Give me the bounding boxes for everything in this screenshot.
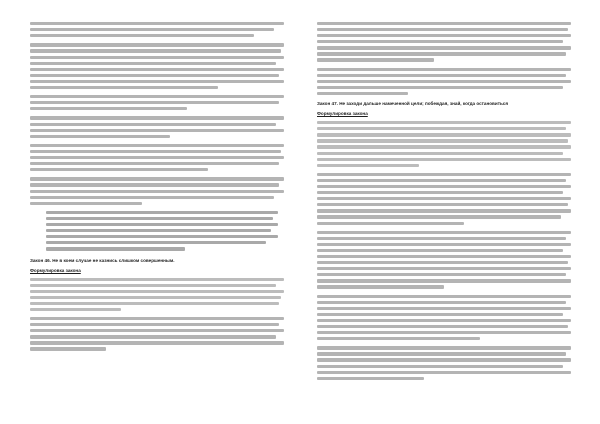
right-column [317,22,571,386]
law-46-formula-label: Формулировка закона [30,267,81,273]
paragraph [30,144,284,172]
paragraph [317,68,571,96]
paragraph [317,346,571,380]
law-46-heading: Закон 46. Не в коем случае не казнись слишком совершенным. [30,257,175,263]
italic-paragraph [30,278,284,312]
paragraph [317,22,571,62]
left-column [30,22,284,357]
paragraph [30,43,284,89]
law-47-heading: Закон 47. Не заходи дальше намеченной цели; побеждая, знай, когда остановиться [317,101,508,107]
law-47-formula-label: Формулировка закона [317,111,368,117]
paragraph [30,116,284,137]
quotation [30,211,284,251]
paragraph [30,177,284,205]
paragraph [317,231,571,289]
paragraph [30,317,284,351]
paragraph [317,295,571,341]
paragraph [30,22,284,37]
italic-paragraph [317,121,571,167]
paragraph [317,173,571,225]
paragraph [30,95,284,110]
